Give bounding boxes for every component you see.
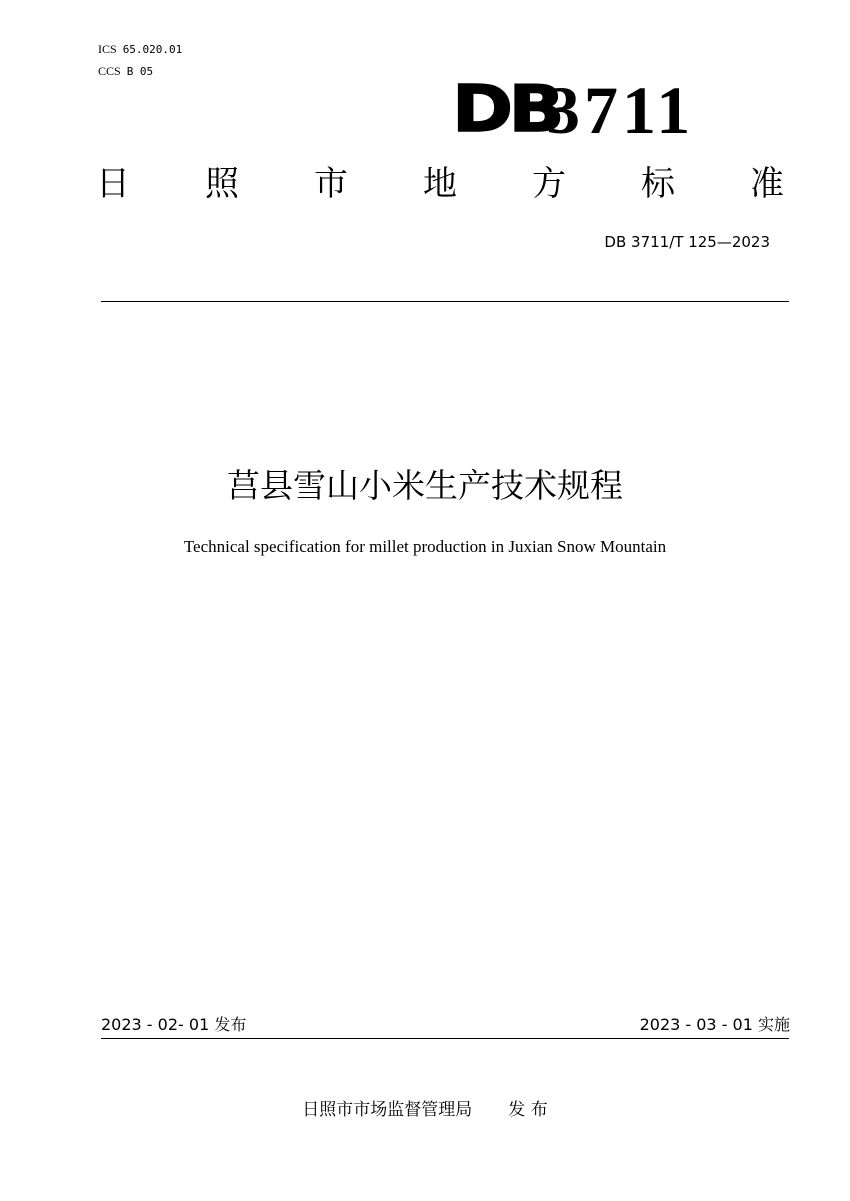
- ics-value: 65.020.01: [122, 43, 183, 56]
- issue-date: 2023 - 02- 01 发布: [101, 1015, 247, 1034]
- standard-number: DB 3711/T 125—2023: [604, 233, 770, 251]
- top-divider: [101, 301, 789, 302]
- standard-type-char: 照: [205, 164, 239, 204]
- bottom-divider: [101, 1038, 789, 1039]
- ics-label: ICS: [98, 42, 117, 56]
- ics-classification: [98, 42, 182, 57]
- standard-type-char: 方: [532, 164, 566, 204]
- ccs-label: CCS: [98, 64, 121, 78]
- standard-type-char: 日: [96, 164, 130, 204]
- standard-type-char: 地: [423, 164, 457, 204]
- document-title-en: Technical specification for millet production in Juxian Snow Mountain: [183, 537, 667, 556]
- implementation-date: 2023 - 03 - 01 实施: [639, 1015, 790, 1034]
- standard-type-char: 准: [750, 164, 784, 204]
- standard-type-char: 标: [641, 164, 675, 204]
- standard-type-char: 市: [314, 164, 348, 204]
- logo-code: 3711: [546, 72, 695, 148]
- standard-logo: [452, 72, 695, 148]
- issuer-action: 发 布: [508, 1100, 548, 1120]
- issuer-name: 日照市市场监督管理局: [302, 1100, 473, 1120]
- issuing-authority: [0, 1098, 850, 1122]
- ccs-value: B 05: [126, 65, 154, 78]
- ccs-classification: [98, 64, 153, 79]
- standard-type-heading: [96, 162, 784, 206]
- document-title-zh: 莒县雪山小米生产技术规程: [227, 466, 623, 505]
- logo-prefix: DB: [452, 73, 560, 147]
